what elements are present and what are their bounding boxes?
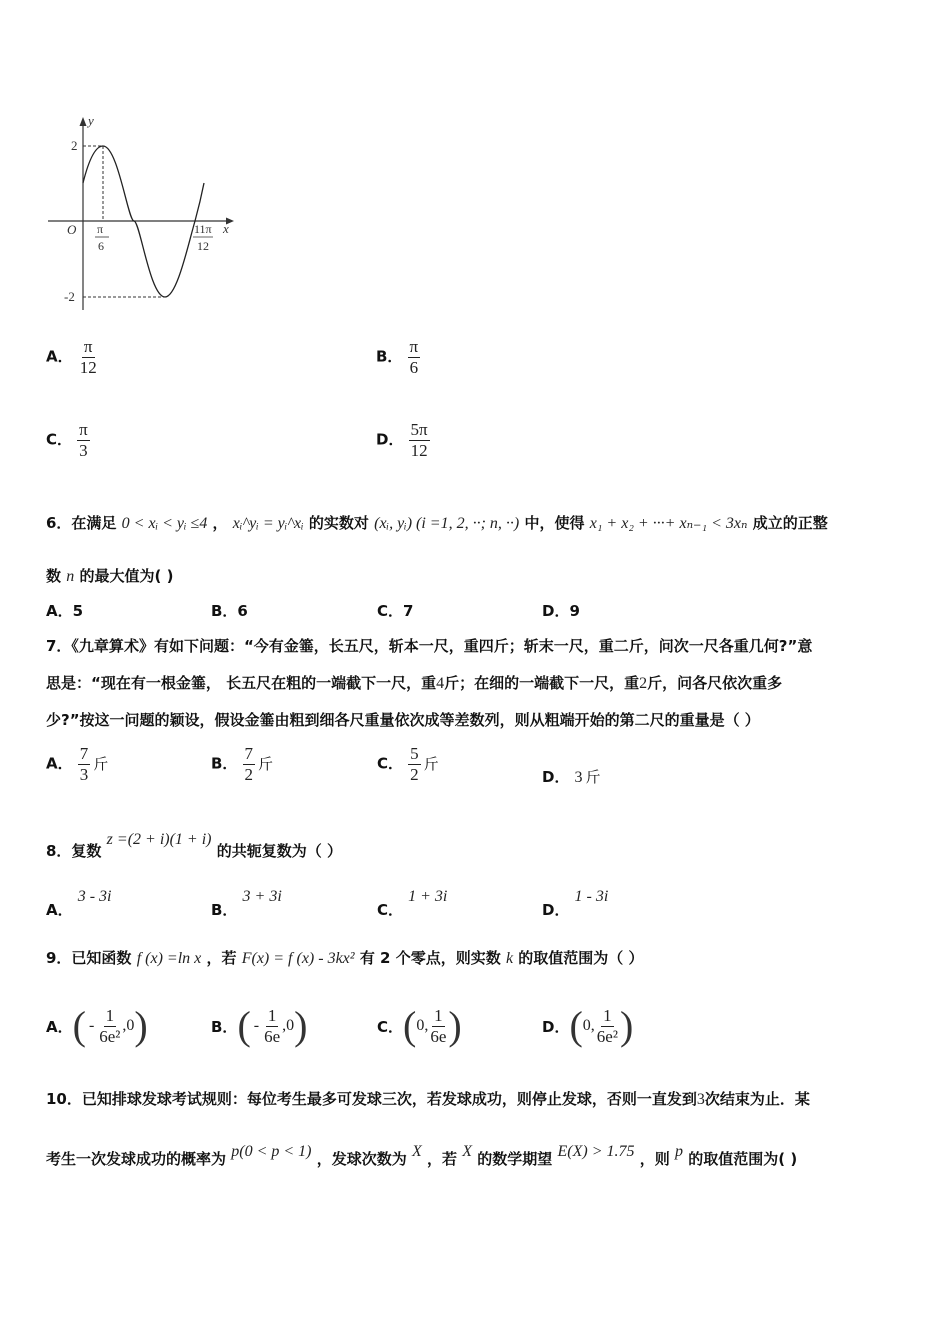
numerator: 7	[79, 744, 89, 763]
q6-stem-line1	[46, 512, 828, 533]
q8-stem	[46, 828, 342, 860]
q7-option-c[interactable]	[377, 744, 439, 784]
x-tick1-numerator: π	[97, 222, 104, 236]
q5-option-a-label: A．	[46, 347, 73, 366]
text: 的取值范围为（ ）	[518, 949, 644, 967]
numerator: π	[409, 337, 419, 356]
text: 8．复数	[46, 842, 102, 860]
q5-option-b-label: B．	[376, 347, 403, 366]
x-tick2-denominator: 12	[197, 239, 209, 253]
q9-option-d[interactable]	[542, 1003, 634, 1049]
q10-stem-line2	[46, 1140, 798, 1168]
q6-option-c[interactable]: C．7	[377, 602, 414, 620]
unit: 斤	[93, 754, 109, 773]
math: xᵢ^yᵢ = yᵢ^xᵢ	[232, 515, 304, 532]
q6-option-d[interactable]: D．9	[542, 602, 580, 620]
rest: ,0	[282, 1017, 295, 1035]
text: 10．已知排球发球考试规则：每位考生最多可发球三次，若发球成功，则停止发球，否则一直发到	[46, 1090, 697, 1108]
q9-option-b[interactable]	[211, 1003, 308, 1049]
q5-option-d-fraction	[409, 420, 430, 460]
value: 1 + 3i	[408, 888, 448, 905]
math: 4	[436, 675, 445, 692]
text: 的共轭复数为（ ）	[216, 842, 342, 860]
text: ，发球次数为	[316, 1150, 407, 1168]
denominator: 2	[244, 764, 254, 784]
q7-option-a-label: A．	[46, 754, 73, 773]
left-paren: (	[72, 1003, 86, 1049]
rest: ,0	[122, 1017, 135, 1035]
q9-option-d-fraction	[595, 1006, 620, 1046]
text: ，若	[206, 949, 237, 967]
q8-option-c[interactable]	[377, 885, 448, 919]
y-tick-top: 2	[71, 138, 78, 153]
value: 3 - 3i	[77, 888, 112, 905]
denominator: 3	[79, 440, 88, 460]
numerator: 1	[105, 1006, 115, 1025]
text: 的最大值为( )	[79, 567, 174, 585]
value: 3	[574, 769, 583, 786]
sign: -	[88, 1017, 95, 1035]
denominator: 6e	[264, 1026, 281, 1046]
q9-option-c[interactable]	[377, 1003, 462, 1049]
left-paren: (	[237, 1003, 251, 1049]
y-tick-bottom: -2	[64, 289, 75, 304]
q5-option-b-fraction	[408, 337, 421, 377]
denominator: 6e²	[99, 1026, 121, 1046]
text: 斤；在细的一端截下一尺，重	[444, 674, 640, 692]
text: 斤，问各尺依次重多	[647, 674, 783, 692]
text: 次结束为止．某	[704, 1090, 810, 1108]
value: 1 - 3i	[574, 888, 609, 905]
q8-option-d-label: D．	[542, 901, 570, 919]
unit: 斤	[585, 768, 601, 786]
q7-option-b-fraction	[243, 744, 256, 784]
q6-option-a[interactable]: A．5	[46, 602, 84, 620]
q8-option-c-label: C．	[377, 901, 404, 919]
math: E(X) > 1.75	[557, 1143, 635, 1160]
q7-option-a-fraction	[78, 744, 91, 784]
numerator: 7	[244, 744, 254, 763]
unit: 斤	[423, 754, 439, 773]
denominator: 12	[79, 357, 97, 377]
q9-option-a-fraction	[97, 1006, 122, 1046]
rest: 0,	[582, 1017, 595, 1035]
q6-option-b[interactable]: B．6	[211, 602, 248, 620]
sine-graph	[40, 110, 250, 320]
numerator: 1	[603, 1006, 612, 1025]
q9-option-a-label: A．	[46, 1017, 73, 1036]
denominator: 6	[409, 357, 419, 377]
text: 中，使得	[524, 514, 585, 532]
left-paren: (	[403, 1003, 417, 1049]
right-paren: )	[448, 1003, 462, 1049]
q5-option-d[interactable]	[376, 420, 430, 460]
text: ，	[212, 514, 228, 532]
q7-option-b-label: B．	[211, 754, 238, 773]
y-axis-label: y	[88, 113, 94, 128]
q5-option-d-label: D．	[376, 430, 404, 449]
math: F(x) = f (x) - 3kx²	[241, 950, 355, 967]
numerator: π	[79, 420, 88, 439]
text: 9．已知函数	[46, 949, 132, 967]
text: 思是：“现在有一根金箠， 长五尺在粗的一端截下一尺，重	[46, 674, 437, 692]
text: 成立的正整	[752, 514, 828, 532]
text: 有 2 个零点，则实数	[359, 949, 501, 967]
q7-stem-line1: 7．《九章算术》有如下问题：“今有金箠，长五尺，斩本一尺，重四斤；斩末一尺，重二斤，问次一尺各重几何?”意	[46, 637, 813, 655]
x-tick1-denominator: 6	[98, 239, 104, 253]
q5-option-b[interactable]	[376, 337, 420, 377]
text: 的数学期望	[477, 1150, 553, 1168]
q8-option-d[interactable]	[542, 885, 609, 919]
q8-option-a-label: A．	[46, 901, 73, 919]
text: ，若	[427, 1150, 458, 1168]
math: 0 < xᵢ < yᵢ ≤4	[121, 515, 208, 532]
q7-option-c-label: C．	[377, 754, 404, 773]
q9-option-c-label: C．	[377, 1017, 404, 1036]
text: ，则	[639, 1150, 670, 1168]
right-paren: )	[294, 1003, 308, 1049]
q8-option-a[interactable]	[46, 885, 112, 919]
math: k	[505, 950, 514, 967]
q9-option-b-label: B．	[211, 1017, 238, 1036]
q5-option-c-fraction	[77, 420, 90, 460]
denominator: 12	[410, 440, 428, 460]
q7-option-d-label: D．	[542, 768, 570, 786]
math: p	[675, 1143, 683, 1160]
q7-option-c-fraction	[408, 744, 421, 784]
q7-stem-line3: 少?”按这一问题的颖设，假设金箠由粗到细各尺重量依次成等差数列，则从粗端开始的第二尺的重量是（ ）	[46, 711, 760, 729]
math: p(0 < p < 1)	[231, 1143, 312, 1160]
math: x₁ + x₂ + ···+ xₙ₋₁ < 3xₙ	[589, 515, 748, 532]
q6-stem-line2	[46, 565, 173, 586]
math: X	[411, 1143, 422, 1160]
math: X	[462, 1143, 473, 1160]
q7-option-d[interactable]	[542, 766, 601, 787]
numerator: π	[83, 337, 93, 356]
q7-stem-line2	[46, 672, 782, 693]
math: f (x) =ln x	[136, 950, 202, 967]
y-axis-arrow-icon	[80, 117, 87, 126]
text: 考生一次发球成功的概率为	[46, 1150, 227, 1168]
unit: 斤	[258, 754, 274, 773]
q9-option-d-label: D．	[542, 1017, 570, 1036]
q9-option-b-fraction	[262, 1006, 282, 1046]
numerator: 1	[434, 1006, 443, 1025]
value: 3 + 3i	[242, 888, 282, 905]
q5-option-a-fraction	[78, 337, 99, 377]
q9-option-c-fraction	[428, 1006, 448, 1046]
q7-option-a[interactable]	[46, 744, 108, 784]
denominator: 6e²	[596, 1026, 618, 1046]
math: (xᵢ, yᵢ) (i =1, 2, ··; n, ··)	[374, 515, 520, 532]
origin-label: O	[67, 222, 77, 237]
rest: 0,	[416, 1017, 429, 1035]
math: 2	[639, 675, 648, 692]
text: 6．在满足	[46, 514, 117, 532]
math: z =(2 + i)(1 + i)	[106, 831, 212, 848]
math: n	[66, 568, 75, 585]
left-paren: (	[569, 1003, 583, 1049]
x-tick2-numerator: 11π	[194, 222, 212, 236]
q5-option-c-label: C．	[46, 430, 73, 449]
q5-option-c[interactable]	[46, 420, 90, 460]
q9-option-a[interactable]	[46, 1003, 148, 1049]
numerator: 5π	[410, 420, 428, 439]
q9-stem	[46, 947, 644, 968]
q7-option-b[interactable]	[211, 744, 273, 784]
x-axis-label: x	[223, 221, 229, 236]
math: 3	[696, 1091, 705, 1108]
q5-option-a[interactable]	[46, 337, 99, 377]
text: 数	[46, 567, 62, 585]
text: 的取值范围为( )	[688, 1150, 798, 1168]
q8-option-b[interactable]	[211, 885, 282, 919]
sign: -	[253, 1017, 260, 1035]
right-paren: )	[619, 1003, 634, 1049]
denominator: 6e	[430, 1026, 447, 1046]
text: 的实数对	[308, 514, 369, 532]
q10-stem-line1	[46, 1088, 810, 1109]
denominator: 2	[410, 764, 419, 784]
numerator: 1	[267, 1006, 277, 1025]
denominator: 3	[79, 764, 89, 784]
numerator: 5	[410, 744, 419, 763]
q8-option-b-label: B．	[211, 901, 238, 919]
right-paren: )	[134, 1003, 148, 1049]
